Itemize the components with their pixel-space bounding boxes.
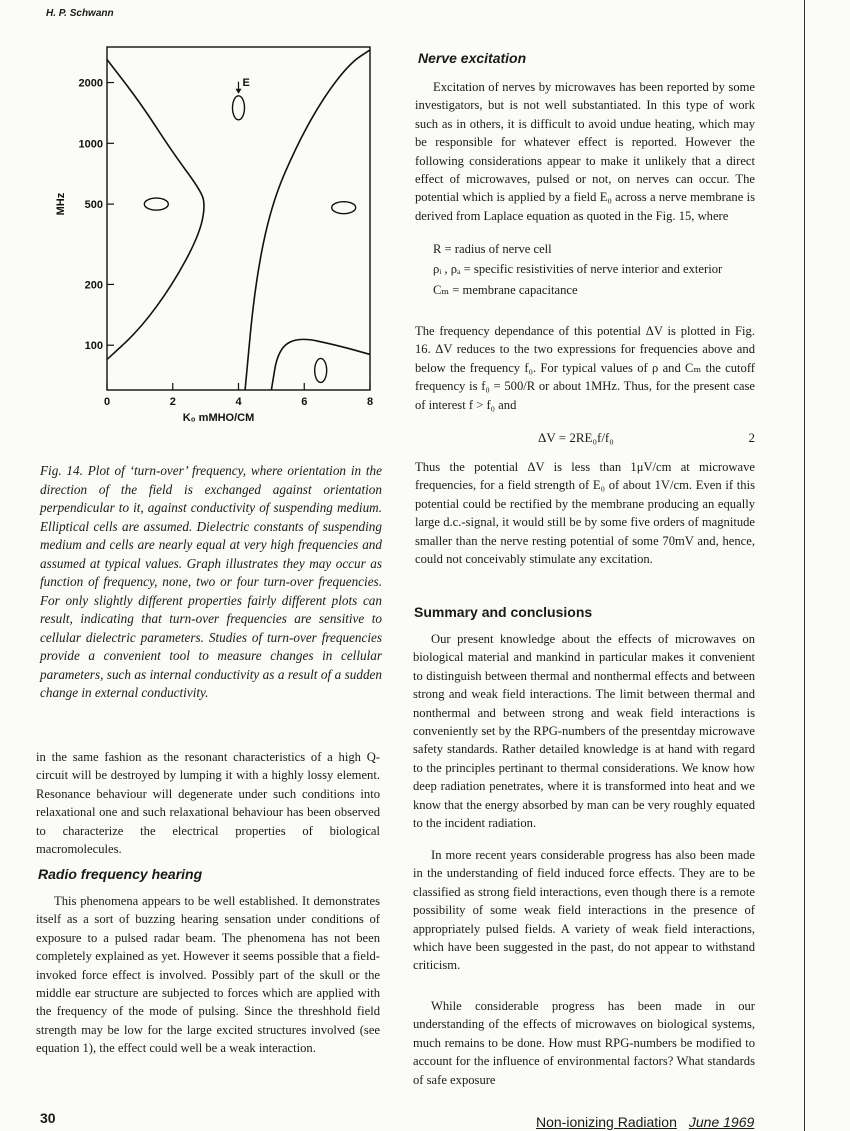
field-arrow-head xyxy=(236,89,242,94)
journal-date: June 1969 xyxy=(688,1114,755,1130)
page-number: 30 xyxy=(40,1110,56,1126)
cell-ellipse-1 xyxy=(144,198,168,210)
left-continuation-paragraph: in the same fashion as the resonant characteristics of a high Q-circuit will be destroyed by lumping it with a highly lossy element. Resonance behaviour will degenerate under such conditions into relaxational one and such relaxational behaviour has been observed to characterize the electrical properties of biological macromolecules. xyxy=(36,750,380,857)
radio-frequency-paragraph: This phenomena appears to be well established. It demonstrates itself as a sort of buzzing hearing sensation under conditions of exposure to a pulsed radar beam. The phenomena has not been completely explained as yet. However it seems possible that a field-invoked force effect is involved. Possibly part of the skull or the middle ear structure are subjected to forces which are applied with the frequency of the mode of pulsing. Since the threshhold field strength may be low for the large excited structures involved (see equation 1), the effect could well be a weak interaction. xyxy=(36,894,380,1056)
definition-resistivity: ρᵢ , ρₐ = specific resistivities of nerve interior and exterior xyxy=(433,262,723,277)
x-tick-label: 8 xyxy=(366,396,374,408)
turnover-frequency-plot xyxy=(40,35,390,435)
running-head: H. P. Schwann xyxy=(46,8,114,19)
y-tick-label: 200 xyxy=(84,279,103,292)
definition-capacitance: Cₘ = membrane capacitance xyxy=(433,282,578,297)
journal-name: Non-ionizing Radiation xyxy=(536,1114,677,1130)
figure-14 xyxy=(40,35,390,435)
equation-text: ΔV = 2RE₀f/f₀ xyxy=(538,430,614,445)
cell-ellipse-2 xyxy=(332,202,356,214)
radio-frequency-heading: Radio frequency hearing xyxy=(38,866,203,882)
field-label-E: E xyxy=(242,76,250,89)
page-edge-line xyxy=(804,0,805,1131)
summary-paragraph-2: In more recent years considerable progress has also been made in the understanding of field induced force effects. They are to be classified as strong field interactions, even though there is a remote possibility of some weak field interactions in the presence of appropriately pulsed fields. A variety of weak field interactions, which have been suggested in the past, do not appear to withstand criticism. xyxy=(413,848,755,973)
y-tick-label: 2000 xyxy=(78,77,103,90)
cell-ellipse-4 xyxy=(315,358,327,382)
nerve-excitation-heading: Nerve excitation xyxy=(418,50,527,66)
y-tick-label: 500 xyxy=(84,199,103,212)
summary-heading: Summary and conclusions xyxy=(414,604,593,620)
x-axis-label: K₀ mMHO/CM xyxy=(182,412,255,424)
caption-label: Fig. 14. xyxy=(40,463,83,478)
nerve-paragraph-2: The frequency dependance of this potential ΔV is plotted in Fig. 16. ΔV reduces to the two expressions for frequencies above and below the frequency f₀. For typical values of ρ and Cₘ the cutoff frequency is f₀ = 500/R or about 1MHz. Thus, for the present case of interest f > f₀ and xyxy=(415,324,755,412)
x-tick-label: 0 xyxy=(103,396,111,408)
y-tick-label: 100 xyxy=(84,340,103,353)
y-axis-label: MHz xyxy=(55,192,67,216)
cell-ellipse-3 xyxy=(233,96,245,120)
definition-radius: R = radius of nerve cell xyxy=(433,242,552,256)
plot-frame xyxy=(107,47,370,390)
nerve-paragraph-1: Excitation of nerves by microwaves has been reported by some investigators, but is not well substantiated. In this type of work such as in others, it is difficult to avoid undue heating, which may be responsible for whatever effect is reported. However the following considerations appear to make it unlikely that a direct effect of microwaves, pulsed or not, on nerves can occur. The potential which is applied by a field E₀ across a nerve membrane is derived from Laplace equation as quoted in the Fig. 15, where xyxy=(415,80,755,223)
y-tick-label: 1000 xyxy=(78,138,103,151)
summary-paragraph-3: While considerable progress has been made in our understanding of the effects of microwaves on biological systems, much remains to be done. How must RPG-numbers be modified to account for the influence of environmental factors? What standards of safe exposure xyxy=(413,999,755,1087)
nerve-paragraph-3: Thus the potential ΔV is less than 1μV/cm at microwave frequencies, for a field strength of E₀ of about 1V/cm. Even if this potential could be rectified by the membrane producing an equally large d.c.-signal, it would still be by some five orders of magnitude smaller than the nerve resting potential of some 70mV and, hence, could not conceivably stimulate any excitation. xyxy=(415,460,755,567)
definition-list xyxy=(415,240,755,301)
x-tick-label: 6 xyxy=(301,396,308,408)
x-tick-label: 2 xyxy=(169,396,176,408)
footer-journal xyxy=(536,1114,754,1130)
summary-paragraph-1: Our present knowledge about the effects of microwaves on biological material and mankind in particular makes it convenient to distinguish between thermal and nonthermal effects and between strong and weak field interactions. The limit between thermal and nonthermal and between strong and weak field interactions is conveniently set by the RPG-numbers of the presentday microwave safety standards. Rather detailed knowledge is at hand with regard to the principles pertinant to thermal considerations. We know how deep radiation penetrates, where it is transformed into heat and we know that the energy absorbed by man can be very roughly equated to the incident radiation. xyxy=(413,632,755,831)
x-tick-label: 4 xyxy=(235,396,242,408)
equation-2 xyxy=(538,430,755,446)
caption-text: Plot of ‘turn-over’ frequency, where orientation in the direction of the field is exchanged against orientation perpendicular to it, against conductivity of suspending medium. Elliptical cells are assumed. Dielectric constants of suspending medium and cells are nearly equal at very high frequencies and assumed at typical values. Graph illustrates they may occur as function of frequency, none, two or four turn-over frequencies. For only slightly different properties fairly different plots can result, indicating that turn-over frequencies are sensitive to cellular dielectric parameters. Studies of turn-over frequencies provide a convenient tool to measure changes in cellular parameters, such as internal conductivity as a result of a sudden change in external conductivity. xyxy=(40,463,382,700)
figure-caption xyxy=(40,462,382,703)
equation-number: 2 xyxy=(748,430,755,445)
